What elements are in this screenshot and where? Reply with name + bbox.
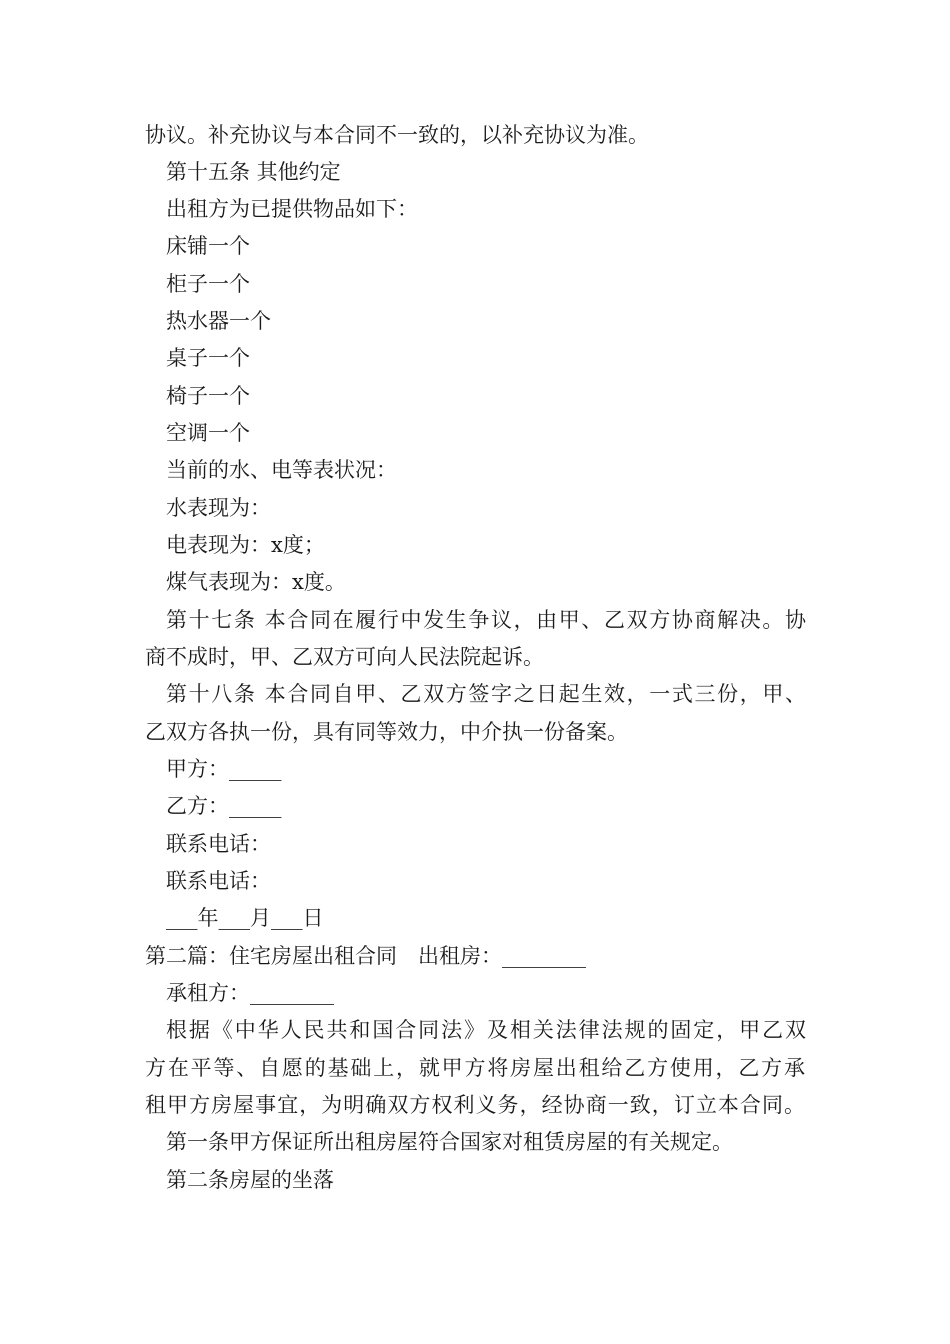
article-text: 第一条甲方保证所出租房屋符合国家对租赁房屋的有关规定。 [166,1130,733,1154]
paragraph-line: 承租方：________ [166,981,334,1005]
list-item: 椅子一个 [166,384,250,408]
section-heading: 第二篇：住宅房屋出租合同 出租房：________ [145,944,586,968]
paragraph-line: 出租方为已提供物品如下： [166,197,418,221]
article-heading: 第二条房屋的坐落 [166,1168,334,1192]
list-item: 热水器一个 [166,309,271,333]
paragraph-line: 煤气表现为：x度。 [166,570,346,594]
paragraph-line: 租甲方房屋事宜，为明确双方权利义务，经协商一致，订立本合同。 [145,1093,805,1117]
signature-line: 乙方：_____ [166,794,282,818]
contact-line: 联系电话： [166,832,271,856]
list-item: 柜子一个 [166,272,250,296]
paragraph-line: 协议。补充协议与本合同不一致的，以补充协议为准。 [145,123,649,147]
date-line: ___年___月___日 [166,906,324,930]
paragraph-line: 水表现为： [166,496,271,520]
article-text: 第十八条 本合同自甲、乙双方签字之日起生效，一式三份，甲、 [166,682,806,706]
article-text: 第十七条 本合同在履行中发生争议，由甲、乙双方协商解决。协 [166,608,806,632]
signature-line: 甲方：_____ [166,757,282,781]
paragraph-line: 电表现为：x度； [166,533,325,557]
paragraph-line: 乙双方各执一份，具有同等效力，中介执一份备案。 [145,720,628,744]
article-heading: 第十五条 其他约定 [166,160,341,184]
paragraph-line: 商不成时，甲、乙双方可向人民法院起诉。 [145,645,544,669]
list-item: 床铺一个 [166,234,250,258]
list-item: 桌子一个 [166,346,250,370]
list-item: 空调一个 [166,421,250,445]
paragraph-line: 方在平等、自愿的基础上，就甲方将房屋出租给乙方使用，乙方承 [145,1056,805,1080]
contact-line: 联系电话： [166,869,271,893]
paragraph-line: 当前的水、电等表状况： [166,458,397,482]
paragraph-line: 根据《中华人民共和国合同法》及相关法律法规的固定，甲乙双 [166,1018,806,1042]
